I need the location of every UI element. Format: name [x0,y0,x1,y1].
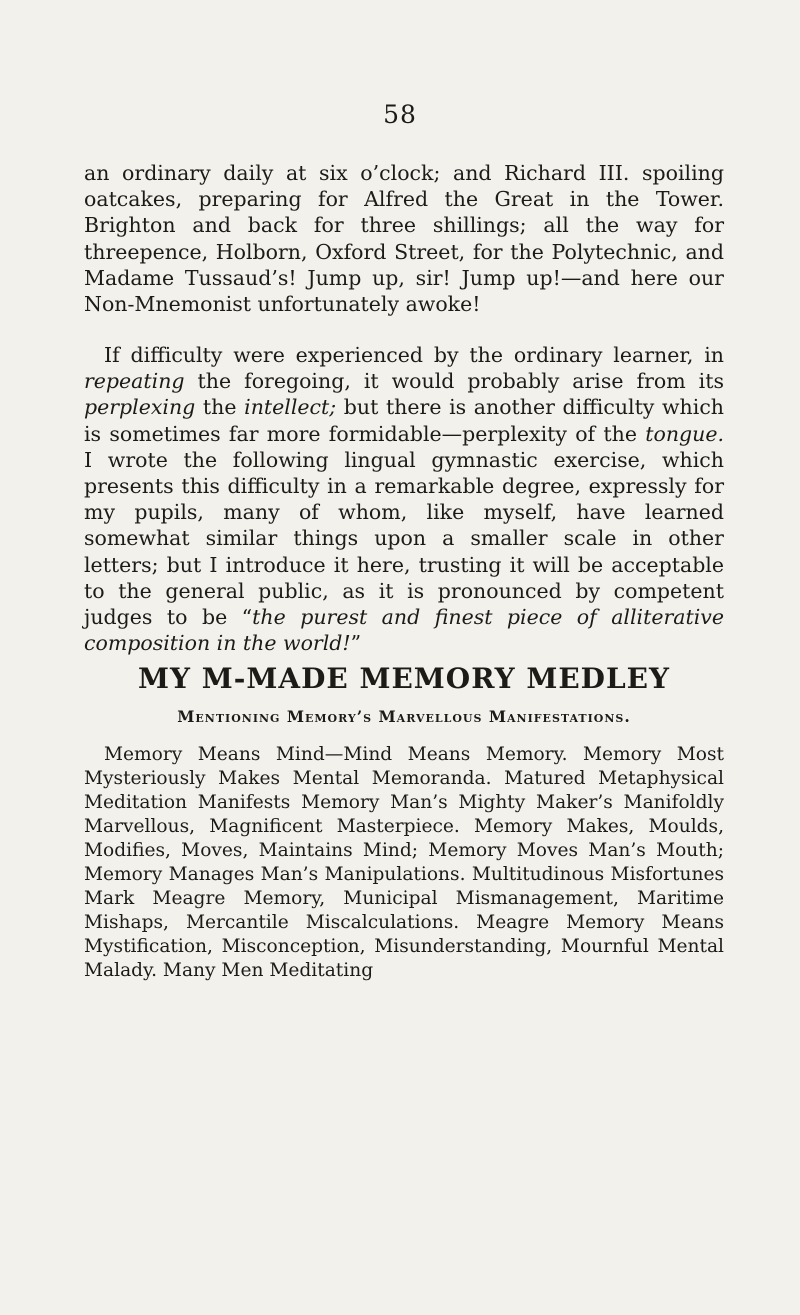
italic-segment: intellect; [244,395,337,420]
text-segment: If difficulty were experienced by the ordinary learner, in [104,343,724,367]
italic-segment: tongue. [645,421,724,446]
medley-paragraph [84,743,724,983]
page-number: 58 [383,100,417,129]
text-segment: I wrote the following lingual gymnastic exercise, which presents this difficulty in a remarkable degree, expressly for my pupils, many of whom, like myself, have learned somewhat similar things upon a smaller scale in other letters; but I introduce it here, trusting it will be acceptable to the general public, as it is pronounced by competent judges to be “ [84,447,724,630]
italic-segment: perplexing [84,395,196,420]
medley-text: Memory Means Mind—Mind Means Memory. Memory Most Mysteriously Makes Mental Memoranda. Matured Metaphysical Meditation Manifests Memory Man’s Mighty Maker’s Manifoldly Marvellous, Magnificent Masterpiece. Memory Makes, Moulds, Modifies, Moves, Maintains Mind; Memory Moves Man’s Mouth; Memory Manages Man’s Manipulations. Multitudinous Misfortunes Mark Meagre Memory, Municipal Mismanagement, Maritime Mishaps, Mercantile Miscalculations. Meagre Memory Means Mystification, Misconception, Misunderstanding, Mournful Mental Malady. Many Men Meditating [84,744,724,981]
paragraph-difficulty [84,342,724,656]
section-heading: MY M-MADE MEMORY MEDLEY [138,662,670,695]
italic-segment: the purest and finest piece of alliterative composition in the world! [84,605,724,656]
text-segment: but there is another difficulty which is sometimes far more formidable—perplexity of the [84,395,725,446]
paragraph-continued: an ordinary daily at six o’clock; and Richard III. spoiling oatcakes, preparing for Alfred the Great in the Tower. Brighton and back for three shillings; all the way for threepence, Holborn, Oxford Street, for the Polytechnic, and Madame Tussaud’s! Jump up, sir! Jump up!—and here our Non-Mnemonist unfortunately awoke! [84,161,724,317]
text-segment: the [195,395,245,420]
section-subheading: Mentioning Memory’s Marvellous Manifestations. [177,707,631,726]
text-segment: ” [350,631,362,656]
text-segment: the foregoing, it would probably arise from its [184,369,724,394]
italic-segment: repeating [84,369,185,394]
